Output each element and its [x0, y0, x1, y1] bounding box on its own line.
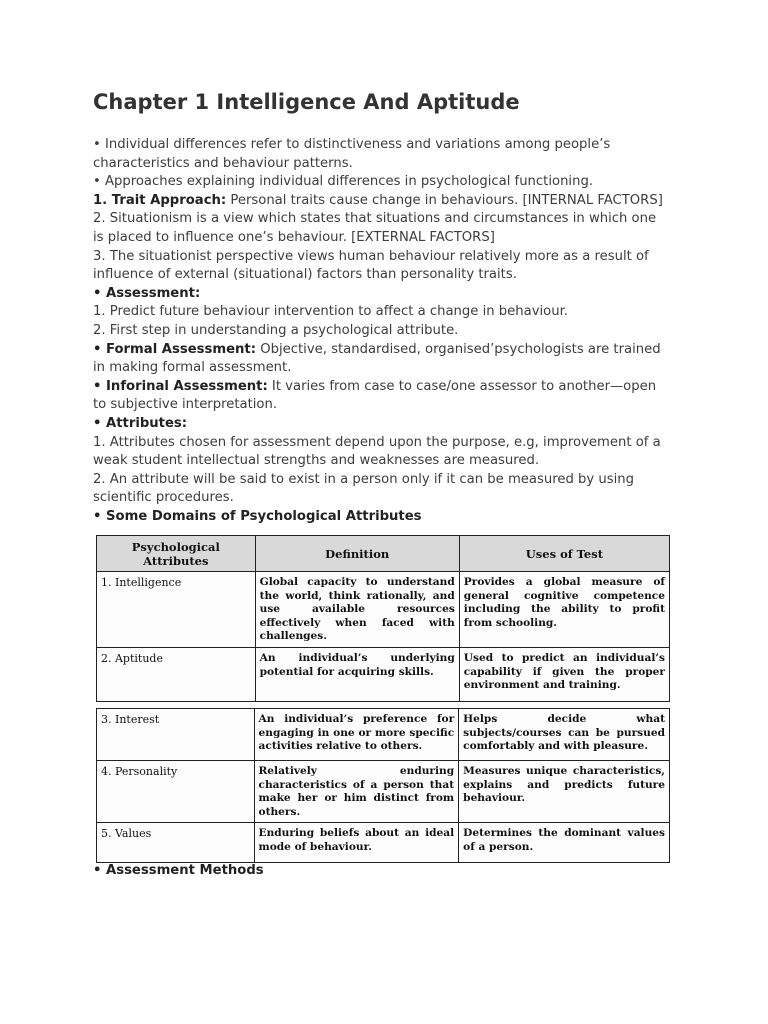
domains-label: • Some Domains of Psychological Attributes — [93, 508, 422, 524]
definition-cell: Enduring beliefs about an ideal mode of behaviour. — [254, 823, 459, 863]
uses-cell: Used to predict an individual’s capability if given the proper environment and training. — [459, 647, 669, 701]
paragraph-trait-approach — [93, 192, 668, 211]
uses-cell: Helps decide what subjects/courses can be pursued comfortably and with pleasure. — [459, 709, 670, 761]
informal-assessment-text: It varies from case to case/one assessor to another—open to subjective interpretation. — [93, 378, 657, 413]
table-row — [97, 572, 670, 648]
heading-assessment-methods — [93, 862, 668, 881]
attributes-label: • Attributes: — [93, 415, 188, 431]
informal-assessment-label: • Inforinal Assessment: — [93, 378, 268, 394]
uses-cell: Provides a global measure of general cognitive competence including the ability to profit from schooling. — [459, 572, 669, 648]
paragraph-assessment-1: 1. Predict future behaviour intervention to affect a change in behaviour. — [93, 304, 568, 320]
paragraph-attributes-1: 1. Attributes chosen for assessment depend upon the purpose, e.g, improvement of a weak student intellectual strengths and weaknesses are measured. — [93, 434, 661, 469]
header-psychological-attributes: Psychological Attributes — [97, 536, 256, 572]
formal-assessment-label: • Formal Assessment: — [93, 341, 257, 357]
heading-attributes — [93, 415, 668, 434]
table-header-row — [97, 536, 670, 572]
trait-approach-text: Personal traits cause change in behaviours. [INTERNAL FACTORS] — [226, 192, 663, 208]
table-row — [97, 709, 670, 761]
paragraph-situationist-perspective: 3. The situationist perspective views human behaviour relatively more as a result of influence of external (situational) factors than personality traits. — [93, 248, 649, 283]
definition-cell: Global capacity to understand the world, think rationally, and use available resources effectively when faced with challenges. — [255, 572, 459, 648]
heading-domains — [93, 508, 668, 527]
attribute-cell: 3. Interest — [97, 709, 255, 761]
definition-cell: Relatively enduring characteristics of a person that make her or him distinct from others. — [254, 761, 459, 823]
heading-assessment — [93, 285, 668, 304]
uses-cell: Determines the dominant values of a person. — [459, 823, 670, 863]
definition-cell: An individual’s underlying potential for acquiring skills. — [255, 647, 459, 701]
chapter-body — [93, 136, 668, 526]
assessment-label: • Assessment: — [93, 285, 201, 301]
definition-cell: An individual’s preference for engaging in one or more specific activities relative to others. — [254, 709, 459, 761]
assessment-methods-label: • Assessment Methods — [93, 863, 264, 878]
attributes-table-part-2 — [96, 708, 670, 863]
attribute-cell: 4. Personality — [97, 761, 255, 823]
paragraph-individual-differences: • Individual differences refer to distinctiveness and variations among people’s characteristics and behaviour patterns. — [93, 137, 611, 171]
header-definition: Definition — [255, 536, 459, 572]
uses-cell: Measures unique characteristics, explains and predicts future behaviour. — [459, 761, 670, 823]
table-row — [97, 647, 670, 701]
paragraph-approaches: • Approaches explaining individual differences in psychological functioning. — [93, 174, 594, 190]
assessment-methods-section — [93, 862, 668, 881]
attribute-cell: 1. Intelligence — [97, 572, 256, 648]
trait-approach-label: 1. Trait Approach: — [93, 192, 227, 208]
paragraph-attributes-2: 2. An attribute will be said to exist in a person only if it can be measured by using scientific procedures. — [93, 471, 635, 506]
paragraph-informal-assessment — [93, 378, 668, 415]
formal-assessment-text: Objective, standardised, organised’psychologists are trained in making formal assessment. — [93, 341, 661, 376]
table-row — [97, 823, 670, 863]
paragraph-assessment-2: 2. First step in understanding a psychological attribute. — [93, 322, 459, 338]
attributes-table-part-1 — [96, 535, 670, 702]
page-title: Chapter 1 Intelligence And Aptitude — [93, 90, 520, 114]
attribute-cell: 2. Aptitude — [97, 647, 256, 701]
table-row — [97, 761, 670, 823]
attribute-cell: 5. Values — [97, 823, 255, 863]
header-uses-of-test: Uses of Test — [459, 536, 669, 572]
paragraph-formal-assessment — [93, 341, 668, 378]
paragraph-situationism: 2. Situationism is a view which states that situations and circumstances in which one is placed to influence one’s behaviour. [EXTERNAL FACTORS] — [93, 211, 657, 245]
